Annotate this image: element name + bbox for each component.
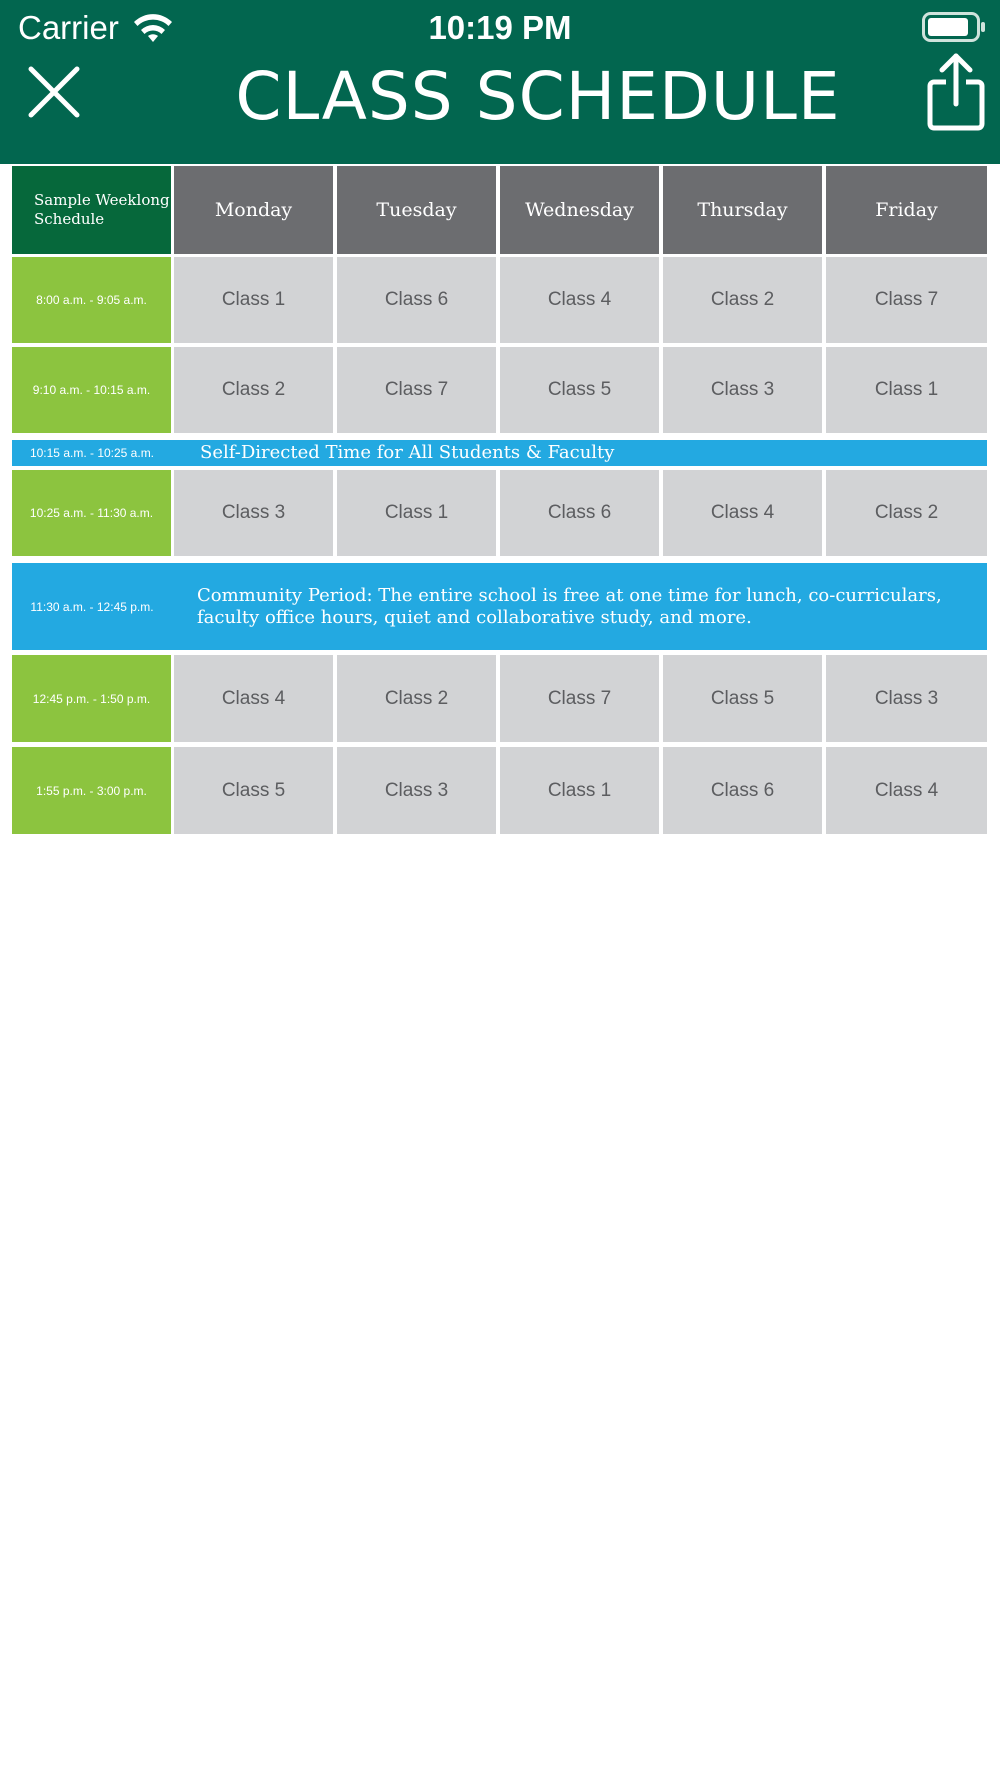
time-slot: 8:00 a.m. - 9:05 a.m. — [12, 257, 171, 343]
class-cell: Class 1 — [174, 257, 333, 343]
schedule-row — [12, 470, 987, 556]
class-cell: Class 1 — [500, 747, 659, 834]
class-cell: Class 4 — [174, 655, 333, 742]
class-cell: Class 2 — [337, 655, 496, 742]
schedule-row — [12, 655, 987, 742]
navigation-header — [0, 0, 1000, 164]
class-cell: Class 4 — [663, 470, 822, 556]
schedule-row — [12, 347, 987, 433]
day-header-wednesday: Wednesday — [500, 166, 659, 254]
time-slot: 9:10 a.m. - 10:15 a.m. — [12, 347, 171, 433]
class-cell: Class 3 — [174, 470, 333, 556]
band-description: Community Period: The entire school is free at one time for lunch, co-curriculars, faculty office hours, quiet and collaborative study, and more. — [197, 584, 942, 628]
schedule-header-row — [12, 166, 987, 254]
community-period-band — [12, 563, 987, 650]
class-cell: Class 5 — [174, 747, 333, 834]
band-time-slot: 11:30 a.m. - 12:45 p.m. — [30, 599, 154, 614]
class-cell: Class 3 — [337, 747, 496, 834]
schedule-row — [12, 257, 987, 343]
share-icon[interactable] — [926, 52, 986, 132]
class-cell: Class 7 — [500, 655, 659, 742]
class-cell: Class 2 — [826, 470, 987, 556]
day-header-friday: Friday — [826, 166, 987, 254]
schedule-row — [12, 747, 987, 834]
class-cell: Class 1 — [337, 470, 496, 556]
band-description: Self-Directed Time for All Students & Faculty — [200, 442, 615, 463]
day-header-monday: Monday — [174, 166, 333, 254]
class-cell: Class 5 — [663, 655, 822, 742]
class-cell: Class 6 — [663, 747, 822, 834]
battery-icon — [922, 12, 986, 42]
class-cell: Class 7 — [337, 347, 496, 433]
page-title: CLASS SCHEDULE — [235, 58, 841, 135]
schedule-corner-label: Sample Weeklong Schedule — [12, 166, 171, 254]
class-cell: Class 6 — [500, 470, 659, 556]
class-cell: Class 7 — [826, 257, 987, 343]
self-directed-time-band — [12, 440, 987, 466]
class-cell: Class 3 — [663, 347, 822, 433]
class-cell: Class 4 — [826, 747, 987, 834]
class-cell: Class 2 — [663, 257, 822, 343]
class-cell: Class 1 — [826, 347, 987, 433]
status-time: 10:19 PM — [428, 9, 572, 46]
day-header-tuesday: Tuesday — [337, 166, 496, 254]
class-cell: Class 6 — [337, 257, 496, 343]
class-cell: Class 2 — [174, 347, 333, 433]
class-cell: Class 3 — [826, 655, 987, 742]
class-cell: Class 4 — [500, 257, 659, 343]
status-carrier: Carrier — [18, 9, 119, 46]
time-slot: 12:45 p.m. - 1:50 p.m. — [12, 655, 171, 742]
day-header-thursday: Thursday — [663, 166, 822, 254]
time-slot: 1:55 p.m. - 3:00 p.m. — [12, 747, 171, 834]
band-time-slot: 10:15 a.m. - 10:25 a.m. — [29, 446, 155, 460]
time-slot: 10:25 a.m. - 11:30 a.m. — [12, 470, 171, 556]
class-cell: Class 5 — [500, 347, 659, 433]
